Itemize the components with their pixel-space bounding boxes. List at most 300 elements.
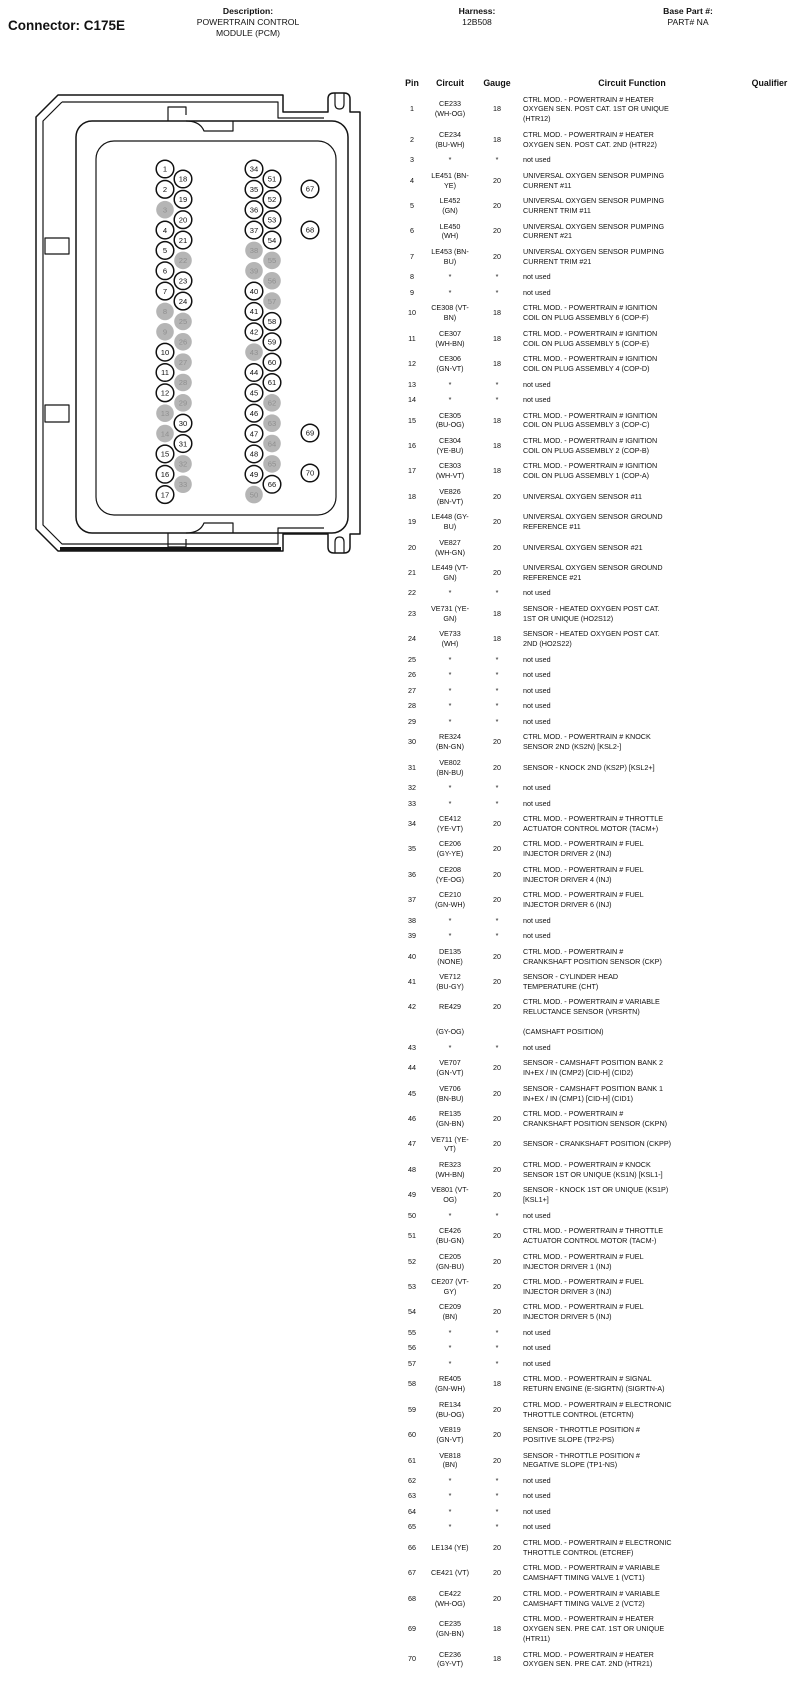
table-row (365, 1586, 798, 1611)
pin-number-51: 51 (267, 174, 277, 184)
pin-number-41: 41 (249, 307, 259, 317)
table-row (365, 459, 798, 484)
pin-number-27: 27 (178, 357, 188, 367)
function-cell: not used (523, 716, 551, 726)
circuit-cell: * (448, 1506, 452, 1516)
circuit-cell: CE426 (BU-GN) (436, 1226, 464, 1246)
pin-cell: 2 (410, 134, 414, 144)
page-header (0, 0, 798, 70)
pin-cell: 1 (410, 104, 414, 114)
table-body (365, 92, 798, 1672)
function-cell: UNIVERSAL OXYGEN SENSOR PUMPING CURRENT #21 (523, 221, 665, 241)
function-cell: not used (523, 1042, 551, 1052)
pin-number-49: 49 (249, 469, 259, 479)
circuit-cell: RE134 (BU-OG) (435, 1399, 465, 1419)
table-row (365, 683, 798, 698)
gauge-cell: 20 (493, 869, 501, 879)
function-cell: UNIVERSAL OXYGEN SENSOR PUMPING CURRENT #11 (523, 170, 665, 190)
pin-cell: 60 (408, 1430, 416, 1440)
pin-cell: 25 (408, 654, 416, 664)
table-row (365, 837, 798, 862)
pin-field (156, 160, 319, 503)
circuit-cell: * (448, 670, 452, 680)
circuit-cell: * (448, 1358, 452, 1368)
pin-cell: 26 (408, 670, 416, 680)
pin-number-36: 36 (249, 205, 259, 215)
function-cell: not used (523, 1522, 551, 1532)
function-cell: not used (523, 1475, 551, 1485)
pin-number-68: 68 (305, 225, 315, 235)
gauge-cell: * (495, 716, 499, 726)
pin-cell: 42 (408, 1002, 416, 1012)
function-cell: CTRL MOD. - POWERTRAIN # HEATER OXYGEN SEN. PRE CAT. 2ND (HTR21) (523, 1649, 654, 1669)
pin-cell: 37 (408, 895, 416, 905)
pin-cell: 9 (410, 287, 414, 297)
table-row (365, 1520, 798, 1535)
gauge-cell: * (495, 1210, 499, 1220)
gauge-cell: 18 (493, 440, 501, 450)
function-cell: not used (523, 588, 551, 598)
function-cell: UNIVERSAL OXYGEN SENSOR PUMPING CURRENT TRIM #11 (523, 196, 665, 216)
gauge-cell: 20 (493, 226, 501, 236)
gauge-cell: * (495, 915, 499, 925)
gauge-cell: 20 (493, 1542, 501, 1552)
table-row (365, 1275, 798, 1300)
pin-number-9: 9 (162, 327, 168, 337)
function-cell: not used (523, 670, 551, 680)
pin-number-61: 61 (267, 378, 277, 388)
pin-cell: 10 (408, 308, 416, 318)
gauge-cell: * (495, 1475, 499, 1485)
circuit-cell: CE307 (WH-BN) (435, 328, 465, 348)
function-cell: CTRL MOD. - POWERTRAIN # FUEL INJECTOR DRIVER 6 (INJ) (523, 890, 644, 910)
table-row (365, 270, 798, 285)
pin-number-56: 56 (267, 276, 277, 286)
gauge-cell: 20 (493, 1139, 501, 1149)
pin-cell: 49 (408, 1190, 416, 1200)
gauge-cell: 20 (493, 844, 501, 854)
table-row (365, 393, 798, 408)
pin-cell: 18 (408, 491, 416, 501)
circuit-cell: RE135 (GN-BN) (436, 1109, 464, 1128)
description-value-line2: MODULE (PCM) (216, 28, 280, 38)
circuit-cell: * (448, 685, 452, 695)
gauge-cell: 18 (493, 415, 501, 425)
pin-cell: 28 (408, 701, 416, 711)
table-row (365, 929, 798, 944)
pin-number-26: 26 (178, 337, 188, 347)
harness-label: Harness: (458, 6, 496, 16)
table-row (365, 1132, 798, 1157)
pin-cell: 53 (408, 1281, 416, 1291)
function-cell: not used (523, 1491, 551, 1501)
gauge-cell: 20 (493, 542, 501, 552)
table-row (365, 1325, 798, 1340)
pin-cell: 44 (408, 1063, 416, 1073)
pin-number-69: 69 (305, 428, 315, 438)
table-row (365, 1183, 798, 1208)
gauge-cell: * (495, 1327, 499, 1337)
function-cell: SENSOR - CAMSHAFT POSITION BANK 1 IN+EX / IN (CMP1) [CID-H] (CID1) (523, 1083, 664, 1103)
circuit-cell: RE324 (BN-GN) (436, 732, 464, 752)
function-cell: UNIVERSAL OXYGEN SENSOR PUMPING CURRENT TRIM #21 (523, 246, 665, 266)
circuit-cell: * (448, 798, 452, 808)
circuit-cell: * (448, 1042, 452, 1052)
circuit-cell: (GY-OG) (435, 1027, 465, 1037)
gauge-cell: 18 (493, 1624, 501, 1634)
gauge-cell: 18 (493, 1379, 501, 1389)
table-row (365, 1612, 798, 1647)
table-row (365, 1208, 798, 1223)
connector-housing-svg (28, 85, 368, 577)
table-row (365, 1397, 798, 1422)
table-row (365, 627, 798, 652)
table-row (365, 127, 798, 152)
function-cell: not used (523, 1343, 551, 1353)
pin-number-57: 57 (267, 296, 277, 306)
table-row (365, 377, 798, 392)
table-row (365, 244, 798, 269)
pin-number-64: 64 (267, 439, 277, 449)
table-row (365, 730, 798, 755)
pin-number-55: 55 (267, 256, 277, 266)
harness-block (417, 6, 537, 28)
function-cell: CTRL MOD. - POWERTRAIN # FUEL INJECTOR DRIVER 3 (INJ) (523, 1277, 644, 1296)
pin-number-40: 40 (249, 286, 259, 296)
table-row (365, 1356, 798, 1371)
gauge-cell: 18 (493, 634, 501, 644)
function-cell: not used (523, 379, 551, 389)
gauge-cell: * (495, 272, 499, 282)
function-cell: UNIVERSAL OXYGEN SENSOR GROUND REFERENCE #11 (523, 512, 663, 532)
pin-cell: 11 (408, 333, 416, 343)
function-cell: SENSOR - THROTTLE POSITION # POSITIVE SLOPE (TP2-PS) (523, 1425, 640, 1445)
pin-number-2: 2 (162, 185, 168, 195)
function-cell: UNIVERSAL OXYGEN SENSOR #11 (523, 491, 643, 501)
pin-number-6: 6 (162, 266, 168, 276)
gauge-cell: 20 (493, 1307, 501, 1317)
pin-cell: 22 (408, 588, 416, 598)
gauge-cell: * (495, 1042, 499, 1052)
function-cell: CTRL MOD. - POWERTRAIN # THROTTLE ACTUATOR CONTROL MOTOR (TACM-) (523, 1226, 664, 1246)
pin-cell: 23 (408, 608, 416, 618)
circuit-cell: CE412 (YE-VT) (437, 814, 463, 833)
pin-number-31: 31 (178, 439, 188, 449)
function-cell: not used (523, 798, 551, 808)
table-row (365, 1107, 798, 1132)
circuit-cell: VE711 (YE- VT) (431, 1134, 469, 1154)
table-row (365, 1300, 798, 1325)
function-cell: CTRL MOD. - POWERTRAIN # IGNITION COIL ON PLUG ASSEMBLY 3 (COP-C) (523, 410, 658, 430)
function-cell: UNIVERSAL OXYGEN SENSOR #21 (523, 542, 643, 552)
pin-cell: 65 (408, 1522, 416, 1532)
function-cell: not used (523, 931, 551, 941)
function-cell: not used (523, 272, 551, 282)
pin-number-17: 17 (160, 490, 170, 500)
pin-number-46: 46 (249, 408, 259, 418)
table-row (365, 714, 798, 729)
table-row (365, 1056, 798, 1081)
table-row (365, 1473, 798, 1488)
housing-notch-lower (45, 405, 69, 422)
pin-number-62: 62 (267, 398, 277, 408)
gauge-cell: * (495, 379, 499, 389)
pin-cell: 8 (410, 272, 414, 282)
function-cell: not used (523, 1358, 551, 1368)
table-row (365, 1535, 798, 1560)
gauge-cell: 18 (493, 359, 501, 369)
pin-number-44: 44 (249, 368, 259, 378)
circuit-cell: * (448, 783, 452, 793)
housing-latch-top (168, 107, 233, 131)
col-header-gauge: Gauge (483, 78, 511, 88)
gauge-cell: 18 (493, 608, 501, 618)
pin-number-63: 63 (267, 418, 277, 428)
pin-cell: 16 (408, 440, 416, 450)
gauge-cell: 20 (493, 1404, 501, 1414)
base-part-label: Base Part #: (663, 6, 713, 16)
function-cell: CTRL MOD. - POWERTRAIN # FUEL INJECTOR DRIVER 1 (INJ) (523, 1251, 644, 1271)
table-row (365, 153, 798, 168)
circuit-cell: VE707 (GN-VT) (436, 1058, 464, 1078)
col-header-circuit: Circuit (436, 78, 464, 88)
table-row (365, 652, 798, 667)
circuit-cell: LE450 (WH) (439, 221, 461, 241)
table-row (365, 668, 798, 683)
circuit-cell: CE421 (VT) (431, 1568, 469, 1578)
pin-number-20: 20 (178, 215, 188, 225)
function-cell: not used (523, 783, 551, 793)
circuit-cell: CE422 (WH-OG) (434, 1588, 466, 1608)
pin-cell: 62 (408, 1475, 416, 1485)
pin-number-3: 3 (162, 205, 168, 215)
table-row (365, 1025, 798, 1040)
function-cell: SENSOR - KNOCK 1ST OR UNIQUE (KS1P) [KSL1+] (523, 1185, 669, 1205)
pin-cell: 32 (408, 783, 416, 793)
pin-number-22: 22 (178, 256, 188, 266)
function-cell: CTRL MOD. - POWERTRAIN # THROTTLE ACTUATOR CONTROL MOTOR (TACM+) (523, 814, 664, 833)
table-row (365, 601, 798, 626)
pin-number-34: 34 (249, 164, 259, 174)
function-cell: SENSOR - KNOCK 2ND (KS2P) [KSL2+] (523, 762, 655, 772)
pin-number-13: 13 (160, 408, 170, 418)
gauge-cell: 20 (493, 1063, 501, 1073)
pin-cell: 64 (408, 1506, 416, 1516)
circuit-cell: CE209 (BN) (439, 1302, 461, 1322)
function-cell: CTRL MOD. - POWERTRAIN # VARIABLE CAMSHAFT TIMING VALVE 2 (VCT2) (523, 1588, 660, 1608)
pin-number-52: 52 (267, 195, 277, 205)
circuit-cell: CE206 (GY-YE) (436, 839, 464, 859)
table-row (365, 352, 798, 377)
circuit-cell: RE429 (439, 1002, 461, 1012)
pin-cell: 19 (408, 517, 416, 527)
pin-cell: 13 (408, 379, 416, 389)
circuit-cell: LE452 (GN) (439, 196, 461, 216)
gauge-cell: 18 (493, 308, 501, 318)
table-row (365, 862, 798, 887)
table-row (365, 1249, 798, 1274)
circuit-cell: LE449 (VT- GN) (431, 563, 469, 582)
circuit-cell: * (448, 395, 452, 405)
pin-cell: 7 (410, 251, 414, 261)
base-part-block (628, 6, 748, 28)
pin-cell: 70 (408, 1654, 416, 1664)
table-row (365, 1157, 798, 1182)
gauge-cell: * (495, 1506, 499, 1516)
table-row (365, 219, 798, 244)
table-row (365, 561, 798, 586)
table-row (365, 433, 798, 458)
pin-cell: 31 (408, 762, 416, 772)
pin-number-19: 19 (178, 195, 188, 205)
circuit-cell: CE234 (BU-WH) (435, 129, 465, 149)
gauge-cell: * (495, 155, 499, 165)
pin-number-60: 60 (267, 357, 277, 367)
pin-number-32: 32 (178, 459, 188, 469)
circuit-cell: * (448, 716, 452, 726)
gauge-cell: 20 (493, 977, 501, 987)
function-cell: CTRL MOD. - POWERTRAIN # HEATER OXYGEN SEN. POST CAT. 1ST OR UNIQUE (HTR12) (523, 94, 669, 124)
gauge-cell: * (495, 798, 499, 808)
function-cell: (CAMSHAFT POSITION) (523, 1027, 604, 1037)
pin-number-30: 30 (178, 418, 188, 428)
pin-cell: 39 (408, 931, 416, 941)
gauge-cell: 20 (493, 1164, 501, 1174)
function-cell: CTRL MOD. - POWERTRAIN # IGNITION COIL ON PLUG ASSEMBLY 2 (COP-B) (523, 435, 658, 455)
pin-cell: 14 (408, 395, 416, 405)
pin-cell: 58 (408, 1379, 416, 1389)
gauge-cell: 20 (493, 1114, 501, 1124)
circuit-cell: VE712 (BU-GY) (436, 972, 464, 991)
gauge-cell: * (495, 287, 499, 297)
circuit-cell: CE305 (BU-OG) (435, 410, 465, 430)
pin-cell: 4 (410, 175, 414, 185)
pin-number-24: 24 (178, 296, 188, 306)
pin-cell: 59 (408, 1404, 416, 1414)
function-cell: not used (523, 915, 551, 925)
pin-number-43: 43 (249, 347, 259, 357)
pin-cell: 54 (408, 1307, 416, 1317)
pin-number-10: 10 (160, 347, 170, 357)
pin-cell: 48 (408, 1164, 416, 1174)
gauge-cell: 20 (493, 201, 501, 211)
gauge-cell: 20 (493, 762, 501, 772)
housing-notch-upper (45, 238, 69, 254)
circuit-cell: LE134 (YE) (431, 1542, 469, 1552)
gauge-cell: 20 (493, 818, 501, 828)
table-row (365, 408, 798, 433)
gauge-cell: 18 (493, 466, 501, 476)
pin-number-8: 8 (162, 307, 168, 317)
pin-cell: 47 (408, 1139, 416, 1149)
description-value-line1: POWERTRAIN CONTROL (196, 17, 300, 27)
pin-cell: 50 (408, 1210, 416, 1220)
circuit-cell: VE733 (WH) (439, 629, 461, 649)
function-cell: CTRL MOD. - POWERTRAIN # FUEL INJECTOR DRIVER 4 (INJ) (523, 864, 644, 884)
housing-outline-outer (36, 93, 360, 553)
circuit-cell: * (448, 915, 452, 925)
gauge-cell: * (495, 685, 499, 695)
pin-cell: 34 (408, 818, 416, 828)
pin-cell: 5 (410, 201, 414, 211)
pin-number-45: 45 (249, 388, 259, 398)
pin-number-16: 16 (160, 469, 170, 479)
function-cell: SENSOR - CAMSHAFT POSITION BANK 2 IN+EX / IN (CMP2) [CID-H] (CID2) (523, 1058, 664, 1078)
function-cell: CTRL MOD. - POWERTRAIN # CRANKSHAFT POSITION SENSOR (CKPN) (523, 1109, 668, 1128)
table-row (365, 1040, 798, 1055)
table-row (365, 1224, 798, 1249)
pin-cell: 52 (408, 1256, 416, 1266)
circuit-cell: * (448, 379, 452, 389)
pin-number-37: 37 (249, 225, 259, 235)
circuit-cell: * (448, 272, 452, 282)
function-cell: CTRL MOD. - POWERTRAIN # FUEL INJECTOR DRIVER 2 (INJ) (523, 839, 644, 859)
table-row (365, 944, 798, 969)
pin-cell: 21 (408, 567, 416, 577)
pin-number-28: 28 (178, 378, 188, 388)
function-cell: SENSOR - HEATED OXYGEN POST CAT. 2ND (HO2S22) (523, 629, 660, 649)
circuit-cell: CE233 (WH-OG) (434, 99, 466, 119)
pin-number-42: 42 (249, 327, 259, 337)
gauge-cell: 20 (493, 1256, 501, 1266)
pin-cell: 41 (408, 977, 416, 987)
gauge-cell: * (495, 931, 499, 941)
table-row (365, 888, 798, 913)
table-row (365, 1341, 798, 1356)
pin-cell: 24 (408, 634, 416, 644)
function-cell: CTRL MOD. - POWERTRAIN # KNOCK SENSOR 2ND (KS2N) [KSL2-] (523, 732, 651, 752)
gauge-cell: 20 (493, 1455, 501, 1465)
circuit-cell: * (448, 155, 452, 165)
gauge-cell: 20 (493, 251, 501, 261)
pin-cell: 33 (408, 798, 416, 808)
pin-cell: 3 (410, 155, 414, 165)
table-row (365, 812, 798, 837)
pin-number-12: 12 (160, 388, 170, 398)
table-row (365, 168, 798, 193)
circuit-cell: * (448, 1210, 452, 1220)
gauge-cell: 20 (493, 737, 501, 747)
pin-number-21: 21 (178, 235, 188, 245)
pin-cell: 55 (408, 1327, 416, 1337)
circuit-cell: * (448, 1475, 452, 1485)
gauge-cell: 20 (493, 1568, 501, 1578)
table-row (365, 535, 798, 560)
function-cell: CTRL MOD. - POWERTRAIN # IGNITION COIL ON PLUG ASSEMBLY 1 (COP-A) (523, 461, 658, 481)
pinout-table (365, 78, 798, 1672)
function-cell: CTRL MOD. - POWERTRAIN # VARIABLE RELUCTANCE SENSOR (VRSRTN) (523, 997, 660, 1017)
circuit-cell: * (448, 1491, 452, 1501)
gauge-cell: 20 (493, 1190, 501, 1200)
table-row (365, 326, 798, 351)
pin-cell: 57 (408, 1358, 416, 1368)
function-cell: CTRL MOD. - POWERTRAIN # VARIABLE CAMSHAFT TIMING VALVE 1 (VCT1) (523, 1563, 660, 1583)
housing-ear-slot-bottom (335, 537, 344, 553)
function-cell: CTRL MOD. - POWERTRAIN # CRANKSHAFT POSITION SENSOR (CKP) (523, 946, 662, 966)
pin-number-15: 15 (160, 449, 170, 459)
pin-number-70: 70 (305, 468, 315, 478)
gauge-cell: * (495, 1343, 499, 1353)
function-cell: not used (523, 1506, 551, 1516)
table-row (365, 1504, 798, 1519)
function-cell: CTRL MOD. - POWERTRAIN # ELECTRONIC THROTTLE CONTROL (ETCRTN) (523, 1399, 672, 1419)
pin-number-1: 1 (162, 164, 168, 174)
circuit-cell: VE819 (GN-VT) (436, 1425, 464, 1445)
pin-number-7: 7 (162, 286, 168, 296)
table-row (365, 194, 798, 219)
circuit-cell: * (448, 931, 452, 941)
pin-number-65: 65 (267, 459, 277, 469)
